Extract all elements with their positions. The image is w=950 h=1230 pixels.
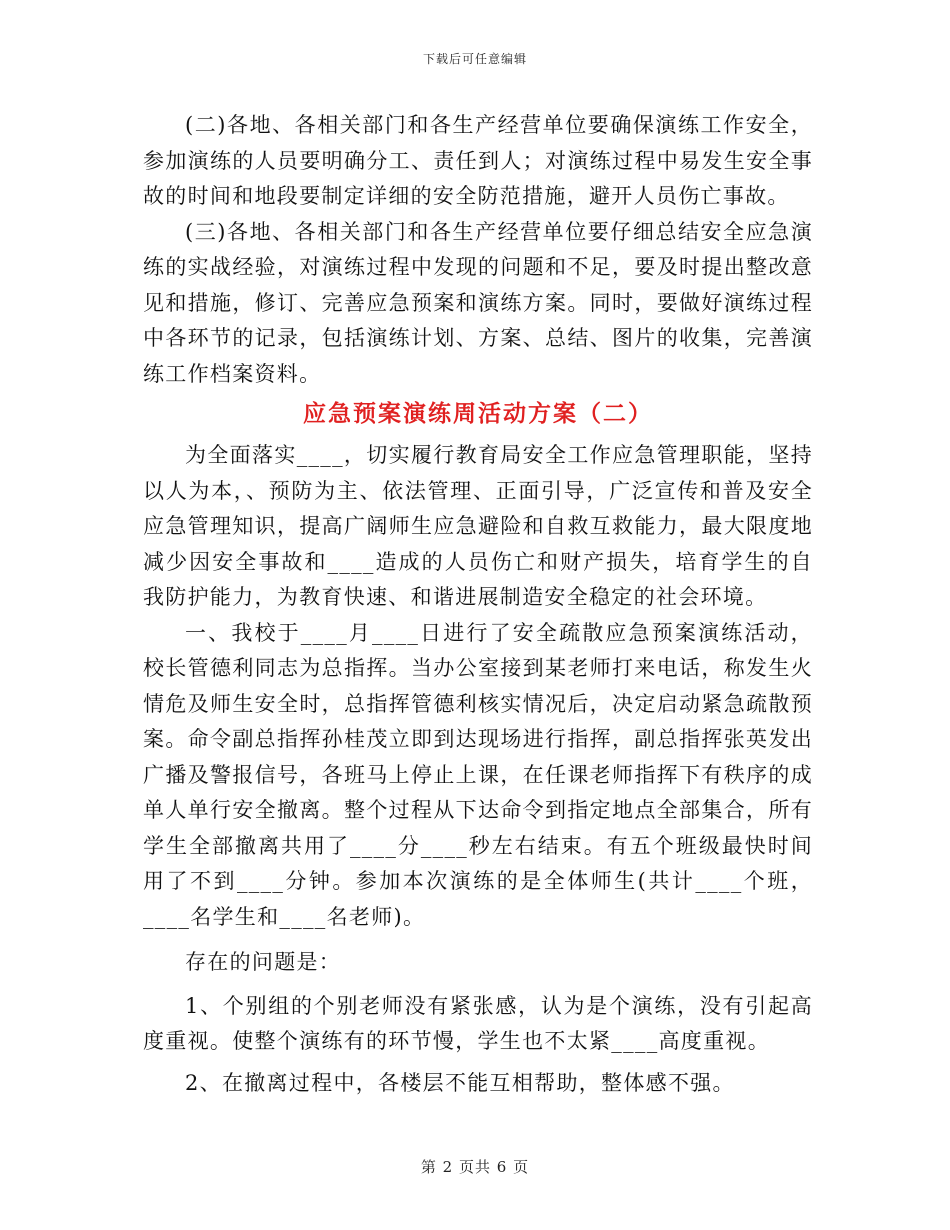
- section-title: 应急预案演练周活动方案（二）: [303, 400, 653, 427]
- issue-item-1: 1、个别组的个别老师没有紧张感，认为是个演练，没有引起高度重视。使整个演练有的环节慢，学生也不太紧____高度重视。: [143, 993, 813, 1053]
- issues-heading: 存在的问题是：: [185, 950, 342, 974]
- paragraph-drill-description: 一、我校于____月____日进行了安全疏散应急预案演练活动，校长管德利同志为总指挥。当办公室接到某老师打来电话，称发生火情危及师生安全时，总指挥管德利核实情况后，决定启动紧急疏散预案。命令副总指挥孙桂茂立即到达现场进行指挥，副总指挥张英发出广播及警报信号，各班马上停止上课，在任课老师指挥下有秩序的成单人单行安全撤离。整个过程从下达命令到指定地点全部集合，所有学生全部撤离共用了____分____秒左右结束。有五个班级最快时间用了不到____分钟。参加本次演练的是全体师生(共计____个班，____名学生和____名老师)。: [143, 620, 813, 929]
- document-body: [143, 108, 813, 1107]
- paragraph-section-two: (二)各地、各相关部门和各生产经营单位要确保演练工作安全，参加演练的人员要明确分工、责任到人；对演练过程中易发生安全事故的时间和地段要制定详细的安全防范措施，避开人员伤亡事故。: [143, 113, 813, 208]
- page-header: 下载后可任意编辑: [422, 52, 527, 66]
- issue-item-2: 2、在撤离过程中，各楼层不能互相帮助，整体感不强。: [185, 1070, 735, 1095]
- page-footer: 第 2 页共 6 页: [420, 1158, 530, 1176]
- paragraph-intro: 为全面落实____，切实履行教育局安全工作应急管理职能，坚持以人为本，、预防为主、依法管理、正面引导，广泛宣传和普及安全应急管理知识，提高广阔师生应急避险和自救互救能力，最大限度地减少因安全事故和____造成的人员伤亡和财产损失，培育学生的自我防护能力，为教育快速、和谐进展制造安全稳定的社会环境。: [143, 443, 813, 609]
- paragraph-section-three: (三)各地、各相关部门和各生产经营单位要仔细总结安全应急演练的实战经验，对演练过程中发现的问题和不足，要及时提出整改意见和措施，修订、完善应急预案和演练方案。同时，要做好演练过程中各环节的记录，包括演练计划、方案、总结、图片的收集，完善演练工作档案资料。: [143, 219, 813, 386]
